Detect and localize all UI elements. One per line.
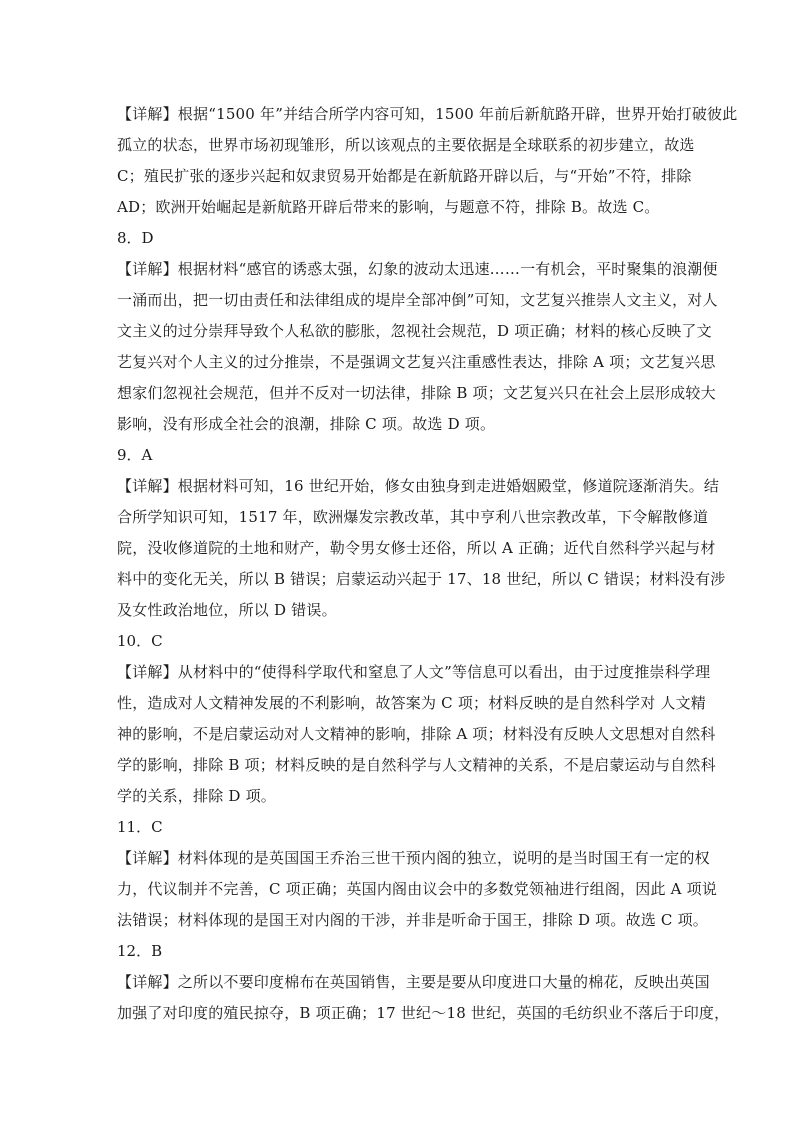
text-line: 性，造成对人文精神发展的不利影响，故答案为 C 项；材料反映的是自然科学对 人文精 xyxy=(117,694,706,712)
explanation-block xyxy=(117,657,716,812)
answer-label: 8．D xyxy=(117,229,154,247)
explanation-block xyxy=(117,99,738,223)
explanation-block xyxy=(117,471,726,626)
text-line: 神的影响，不是启蒙运动对人文精神的影响，排除 A 项；材料没有反映人文思想对自然科 xyxy=(117,725,716,743)
text-line: 【详解】从材料中的“使得科学取代和窒息了人文”等信息可以看出，由于过度推崇科学理 xyxy=(117,663,711,681)
explanation-block xyxy=(117,967,730,1029)
text-line: 想家们忽视社会规范，但并不反对一切法律，排除 B 项；文艺复兴只在社会上层形成较大 xyxy=(117,384,716,402)
text-line: 【详解】根据材料“感官的诱惑太强，幻象的波动太迅速……一有机会，平时聚集的浪潮便 xyxy=(117,260,718,278)
text-line: 合所学知识可知，1517 年，欧洲爆发宗教改革，其中亨利八世宗教改革，下令解散修道 xyxy=(117,508,709,526)
document-page xyxy=(117,99,738,1029)
text-line: 法错误；材料体现的是国王对内阁的干涉，并非是听命于国王，排除 D 项。故选 C 项。 xyxy=(117,911,708,929)
text-line: 【详解】之所以不要印度棉布在英国销售，主要是要从印度进口大量的棉花，反映出英国 xyxy=(117,973,710,991)
text-line: 【详解】根据材料可知，16 世纪开始，修女由独身到走进婚姻殿堂，修道院逐渐消失。结 xyxy=(117,477,720,495)
answer-label: 10．C xyxy=(117,632,163,650)
text-line: 文主义的过分崇拜导致个人私欲的膨胀，忽视社会规范，D 项正确；材料的核心反映了文 xyxy=(117,322,712,340)
text-line: 学的关系，排除 D 项。 xyxy=(117,787,276,805)
text-line: 艺复兴对个人主义的过分推崇，不是强调文艺复兴注重感性表达，排除 A 项；文艺复兴思 xyxy=(117,353,716,371)
text-line: 【详解】根据“1500 年”并结合所学内容可知，1500 年前后新航路开辟，世界开始打破彼此 xyxy=(117,105,738,123)
text-line: 料中的变化无关，所以 B 错误；启蒙运动兴起于 17、18 世纪，所以 C 错误；材料没有涉 xyxy=(117,570,726,588)
answer-label: 11．C xyxy=(117,818,163,836)
text-line: 影响，没有形成全社会的浪潮，排除 C 项。故选 D 项。 xyxy=(117,415,496,433)
text-line: 及女性政治地位，所以 D 错误。 xyxy=(117,601,337,619)
explanation-block xyxy=(117,254,718,440)
answer-label: 9．A xyxy=(117,446,153,464)
text-line: 一涌而出，把一切由责任和法律组成的堤岸全部冲倒”可知，文艺复兴推崇人文主义，对人 xyxy=(117,291,718,309)
text-line: 【详解】材料体现的是英国国王乔治三世干预内阁的独立，说明的是当时国王有一定的权 xyxy=(117,849,710,867)
text-line: 孤立的状态，世界市场初现雏形，所以该观点的主要依据是全球联系的初步建立，故选 xyxy=(117,136,695,154)
text-line: AD；欧洲开始崛起是新航路开辟后带来的影响，与题意不符，排除 B。故选 C。 xyxy=(117,198,660,216)
answer-label: 12．B xyxy=(117,942,163,960)
text-line: 学的影响，排除 B 项；材料反映的是自然科学与人文精神的关系，不是启蒙运动与自然科 xyxy=(117,756,716,774)
explanation-block xyxy=(117,843,718,936)
text-line: 院，没收修道院的土地和财产，勒令男女修士还俗，所以 A 正确；近代自然科学兴起与材 xyxy=(117,539,716,557)
text-line: C；殖民扩张的逐步兴起和奴隶贸易开始都是在新航路开辟以后，与“开始”不符，排除 xyxy=(117,167,692,185)
text-line: 加强了对印度的殖民掠夺，B 项正确；17 世纪～18 世纪，英国的毛纺织业不落后于印度， xyxy=(117,1004,730,1022)
text-line: 力，代议制并不完善，C 项正确；英国内阁由议会中的多数党领袖进行组阁，因此 A 项说 xyxy=(117,880,718,898)
